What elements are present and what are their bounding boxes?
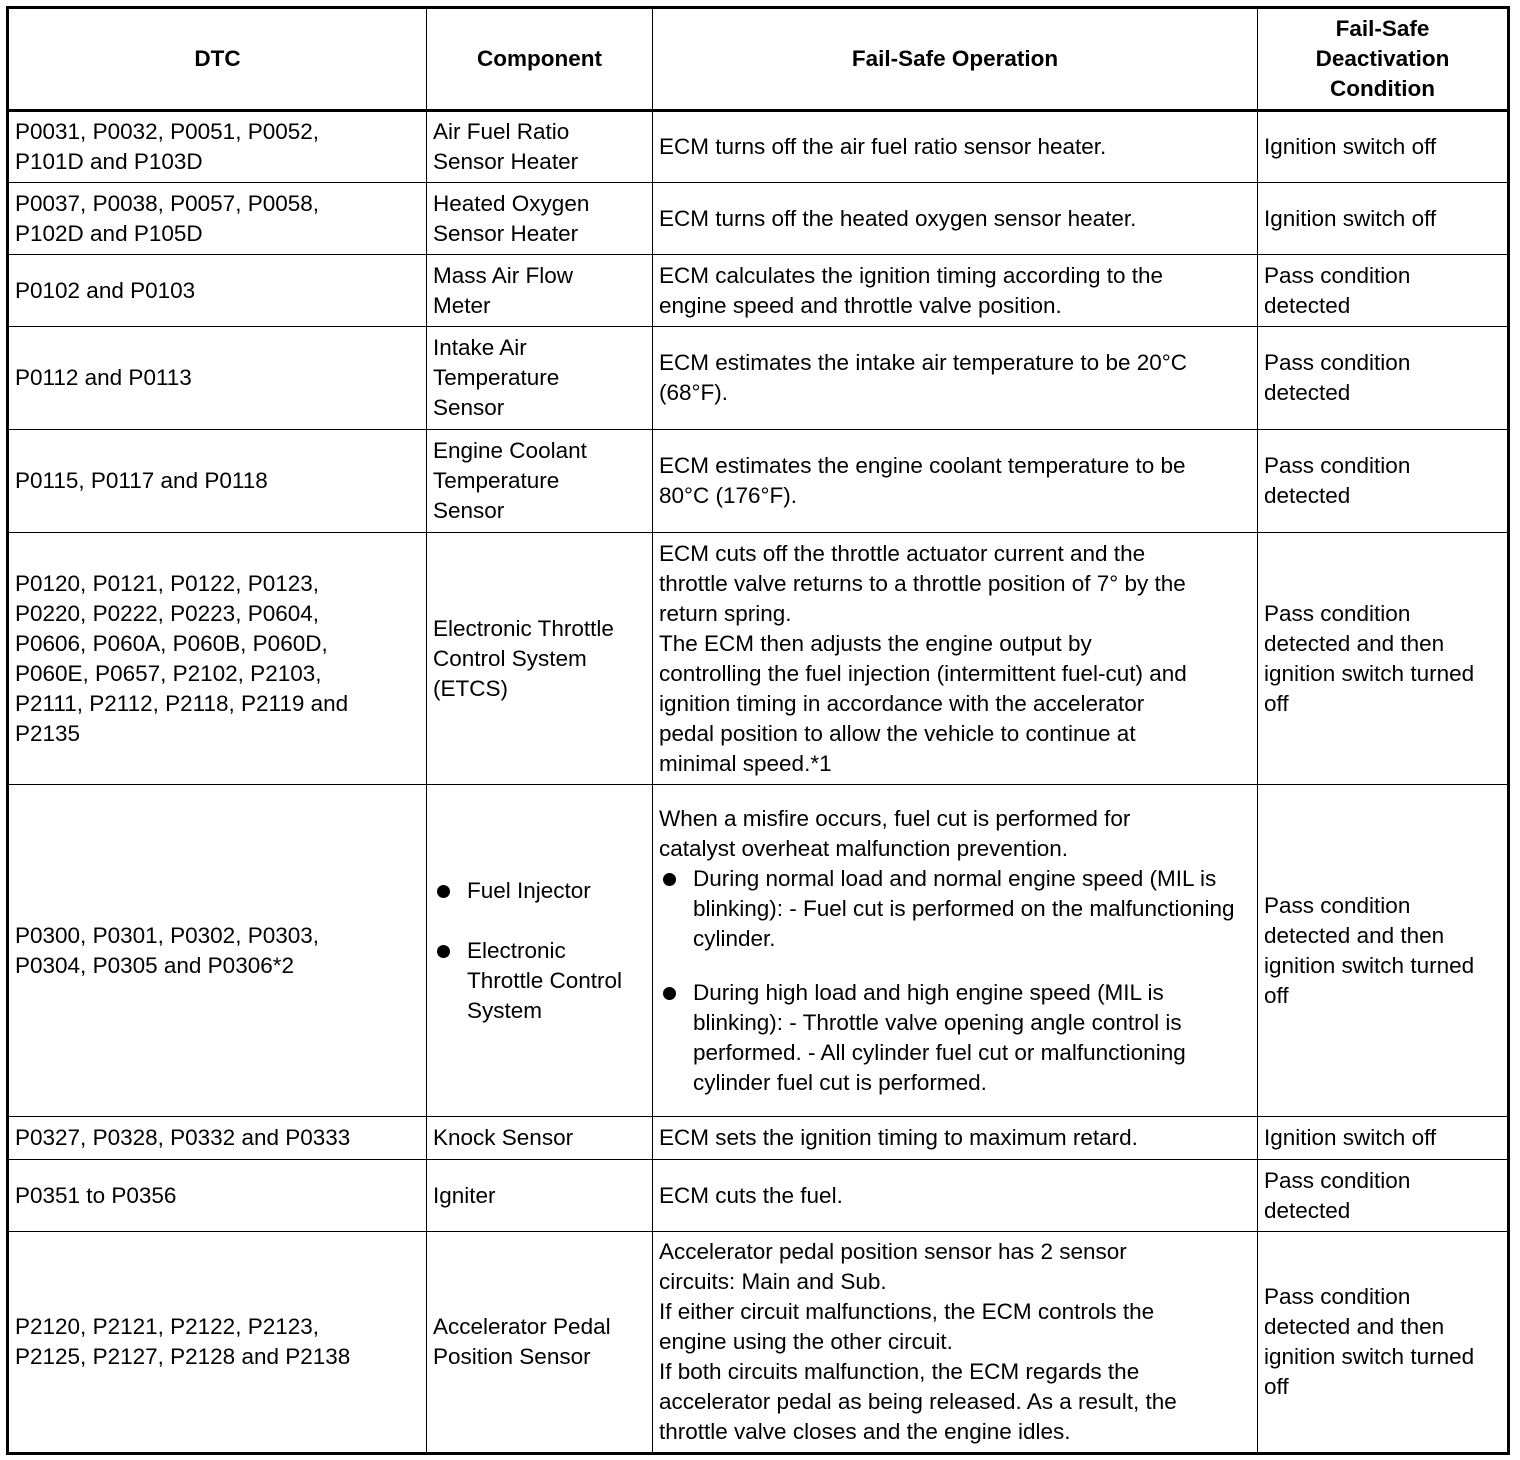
header-operation: Fail-Safe Operation	[653, 8, 1258, 111]
deactivation-cell: Ignition switch off	[1258, 183, 1509, 255]
dtc-cell: P0037, P0038, P0057, P0058, P102D and P105D	[8, 183, 427, 255]
dtc-cell: P0300, P0301, P0302, P0303, P0304, P0305 and P0306*2	[8, 785, 427, 1117]
operation-cell: ECM cuts off the throttle actuator current and the throttle valve returns to a throttle position of 7° by the return spring. The ECM then adjusts the engine output by controlling the fuel injection (intermittent fuel-cut) and ignition timing in accordance with the accelerator pedal position to allow the vehicle to continue at minimal speed.*1	[653, 533, 1258, 785]
operation-cell: ECM turns off the air fuel ratio sensor heater.	[653, 111, 1258, 183]
deactivation-cell: Pass condition detected	[1258, 1160, 1509, 1232]
component-cell: Igniter	[427, 1160, 653, 1232]
operation-intro: When a misfire occurs, fuel cut is performed for catalyst overheat malfunction prevention.	[659, 805, 1131, 861]
table-row	[8, 430, 1509, 533]
component-cell: Mass Air Flow Meter	[427, 255, 653, 327]
operation-cell: ECM calculates the ignition timing according to the engine speed and throttle valve position.	[653, 255, 1258, 327]
operation-cell: ECM cuts the fuel.	[653, 1160, 1258, 1232]
component-cell: Heated Oxygen Sensor Heater	[427, 183, 653, 255]
operation-cell: ECM sets the ignition timing to maximum retard.	[653, 1117, 1258, 1160]
dtc-cell: P0112 and P0113	[8, 327, 427, 430]
operation-list	[659, 864, 1251, 1098]
dtc-cell: P0115, P0117 and P0118	[8, 430, 427, 533]
deactivation-cell: Pass condition detected and then ignition switch turned off	[1258, 533, 1509, 785]
deactivation-cell: Pass condition detected and then ignition switch turned off	[1258, 785, 1509, 1117]
table-row	[8, 1117, 1509, 1160]
list-item: During high load and high engine speed (MIL is blinking): - Throttle valve opening angle control is performed. - All cylinder fuel cut or malfunctioning cylinder fuel cut is performed.	[659, 978, 1251, 1098]
dtc-cell: P0120, P0121, P0122, P0123, P0220, P0222, P0223, P0604, P0606, P060A, P060B, P060D, P060E, P0657, P2102, P2103, P2111, P2112, P2118, P2119 and P2135	[8, 533, 427, 785]
deactivation-cell: Ignition switch off	[1258, 111, 1509, 183]
header-deactivation: Fail-Safe Deactivation Condition	[1258, 8, 1509, 111]
operation-cell: Accelerator pedal position sensor has 2 sensor circuits: Main and Sub. If either circuit malfunctions, the ECM controls the engine using the other circuit. If both circuits malfunction, the ECM regards the accelerator pedal as being released. As a result, the throttle valve closes and the engine idles.	[653, 1232, 1258, 1454]
component-cell: Accelerator Pedal Position Sensor	[427, 1232, 653, 1454]
list-item: Fuel Injector	[433, 876, 646, 906]
list-item: During normal load and normal engine speed (MIL is blinking): - Fuel cut is performed on the malfunctioning cylinder.	[659, 864, 1251, 954]
table-row	[8, 785, 1509, 1117]
operation-cell	[653, 785, 1258, 1117]
operation-cell: ECM estimates the intake air temperature to be 20°C (68°F).	[653, 327, 1258, 430]
component-cell: Knock Sensor	[427, 1117, 653, 1160]
dtc-cell: P0102 and P0103	[8, 255, 427, 327]
header-component: Component	[427, 8, 653, 111]
table-row	[8, 183, 1509, 255]
table-row	[8, 1160, 1509, 1232]
component-cell: Air Fuel Ratio Sensor Heater	[427, 111, 653, 183]
operation-cell: ECM turns off the heated oxygen sensor heater.	[653, 183, 1258, 255]
header-dtc: DTC	[8, 8, 427, 111]
table-row	[8, 327, 1509, 430]
deactivation-cell: Pass condition detected	[1258, 430, 1509, 533]
deactivation-cell: Pass condition detected and then ignition switch turned off	[1258, 1232, 1509, 1454]
dtc-cell: P0351 to P0356	[8, 1160, 427, 1232]
list-item: Electronic Throttle Control System	[433, 936, 646, 1026]
table-row	[8, 533, 1509, 785]
header-row	[8, 8, 1509, 111]
operation-cell: ECM estimates the engine coolant temperature to be 80°C (176°F).	[653, 430, 1258, 533]
dtc-cell: P2120, P2121, P2122, P2123, P2125, P2127, P2128 and P2138	[8, 1232, 427, 1454]
table-row	[8, 111, 1509, 183]
component-list	[433, 846, 646, 1056]
deactivation-cell: Ignition switch off	[1258, 1117, 1509, 1160]
dtc-cell: P0031, P0032, P0051, P0052, P101D and P103D	[8, 111, 427, 183]
component-cell	[427, 785, 653, 1117]
table-row	[8, 255, 1509, 327]
fail-safe-table	[6, 6, 1510, 1455]
component-cell: Engine Coolant Temperature Sensor	[427, 430, 653, 533]
component-cell: Electronic Throttle Control System (ETCS)	[427, 533, 653, 785]
component-cell: Intake Air Temperature Sensor	[427, 327, 653, 430]
dtc-cell: P0327, P0328, P0332 and P0333	[8, 1117, 427, 1160]
deactivation-cell: Pass condition detected	[1258, 327, 1509, 430]
table-row	[8, 1232, 1509, 1454]
deactivation-cell: Pass condition detected	[1258, 255, 1509, 327]
